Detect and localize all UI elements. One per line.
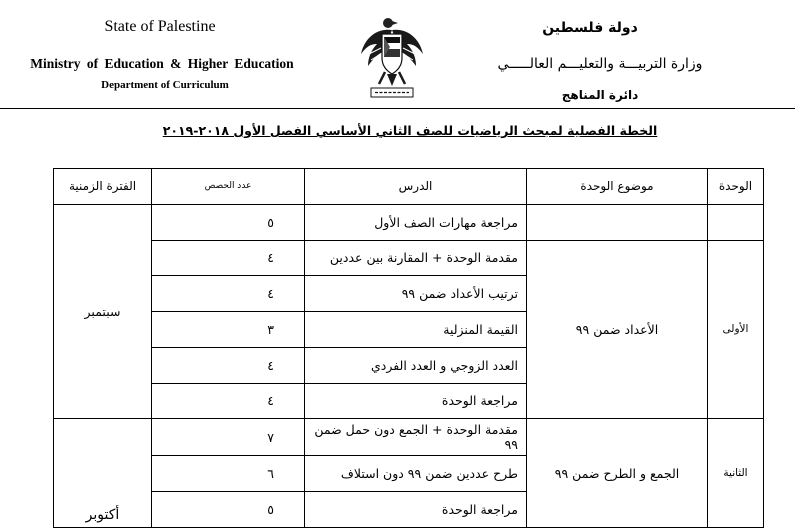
topic-cell-empty (527, 204, 708, 240)
periods-cell: ٤ (152, 240, 305, 276)
lesson-cell: مقدمة الوحدة + الجمع دون حمل ضمن ٩٩ (305, 419, 527, 456)
english-ministry-name: Ministry of Education & Higher Education (30, 56, 294, 71)
lesson-cell: مراجعة الوحدة (305, 383, 527, 419)
header-time-period: الفترة الزمنية (54, 169, 152, 205)
header-topic: موضوع الوحدة (527, 169, 708, 205)
semester-plan-table (53, 168, 764, 528)
time-period-october: أكتوبر (54, 419, 152, 528)
arabic-department-name: دائرة المناهج (561, 88, 639, 102)
header-unit: الوحدة (708, 169, 764, 205)
periods-cell: ٧ (152, 419, 305, 456)
arabic-state-name: دولة فلسطين (542, 20, 638, 36)
periods-cell: ٣ (152, 312, 305, 348)
periods-cell: ٦ (152, 456, 305, 492)
lesson-cell: مراجعة الوحدة (305, 492, 527, 528)
table-header-row (54, 169, 764, 205)
header-divider (0, 108, 795, 109)
time-period-september: سبتمبر (54, 204, 152, 419)
periods-cell: ٤ (152, 276, 305, 312)
table-row (54, 240, 764, 276)
unit-cell-empty (708, 204, 764, 240)
english-state-name: State of Palestine (104, 18, 216, 35)
english-department-name: Department of Curriculum (101, 79, 229, 91)
plan-title: الخطة الفصلية لمبحث الرياضيات للصف الثاني الأساسي الفصل الأول ٢٠١٨-٢٠١٩ (162, 123, 658, 138)
topic-first: الأعداد ضمن ٩٩ (527, 240, 708, 419)
unit-first: الأولى (708, 240, 764, 419)
periods-cell: ٥ (152, 204, 305, 240)
lesson-cell: مراجعة مهارات الصف الأول (305, 204, 527, 240)
lesson-cell: العدد الزوجي و العدد الفردي (305, 347, 527, 383)
header-periods: عدد الحصص (152, 169, 305, 205)
table-row (54, 419, 764, 456)
palestine-eagle-emblem (357, 10, 427, 110)
arabic-ministry-name: وزارة التربيـــة والتعليـــم العالـــــي (497, 56, 703, 72)
lesson-cell: مقدمة الوحدة + المقارنة بين عددين (305, 240, 527, 276)
lesson-cell: طرح عددين ضمن ٩٩ دون استلاف (305, 456, 527, 492)
header-lesson: الدرس (305, 169, 527, 205)
lesson-cell: القيمة المنزلية (305, 312, 527, 348)
topic-second: الجمع و الطرح ضمن ٩٩ (527, 419, 708, 528)
periods-cell: ٤ (152, 347, 305, 383)
lesson-cell: ترتيب الأعداد ضمن ٩٩ (305, 276, 527, 312)
periods-cell: ٤ (152, 383, 305, 419)
table-row (54, 204, 764, 240)
periods-cell: ٥ (152, 492, 305, 528)
unit-second: الثانية (708, 419, 764, 528)
